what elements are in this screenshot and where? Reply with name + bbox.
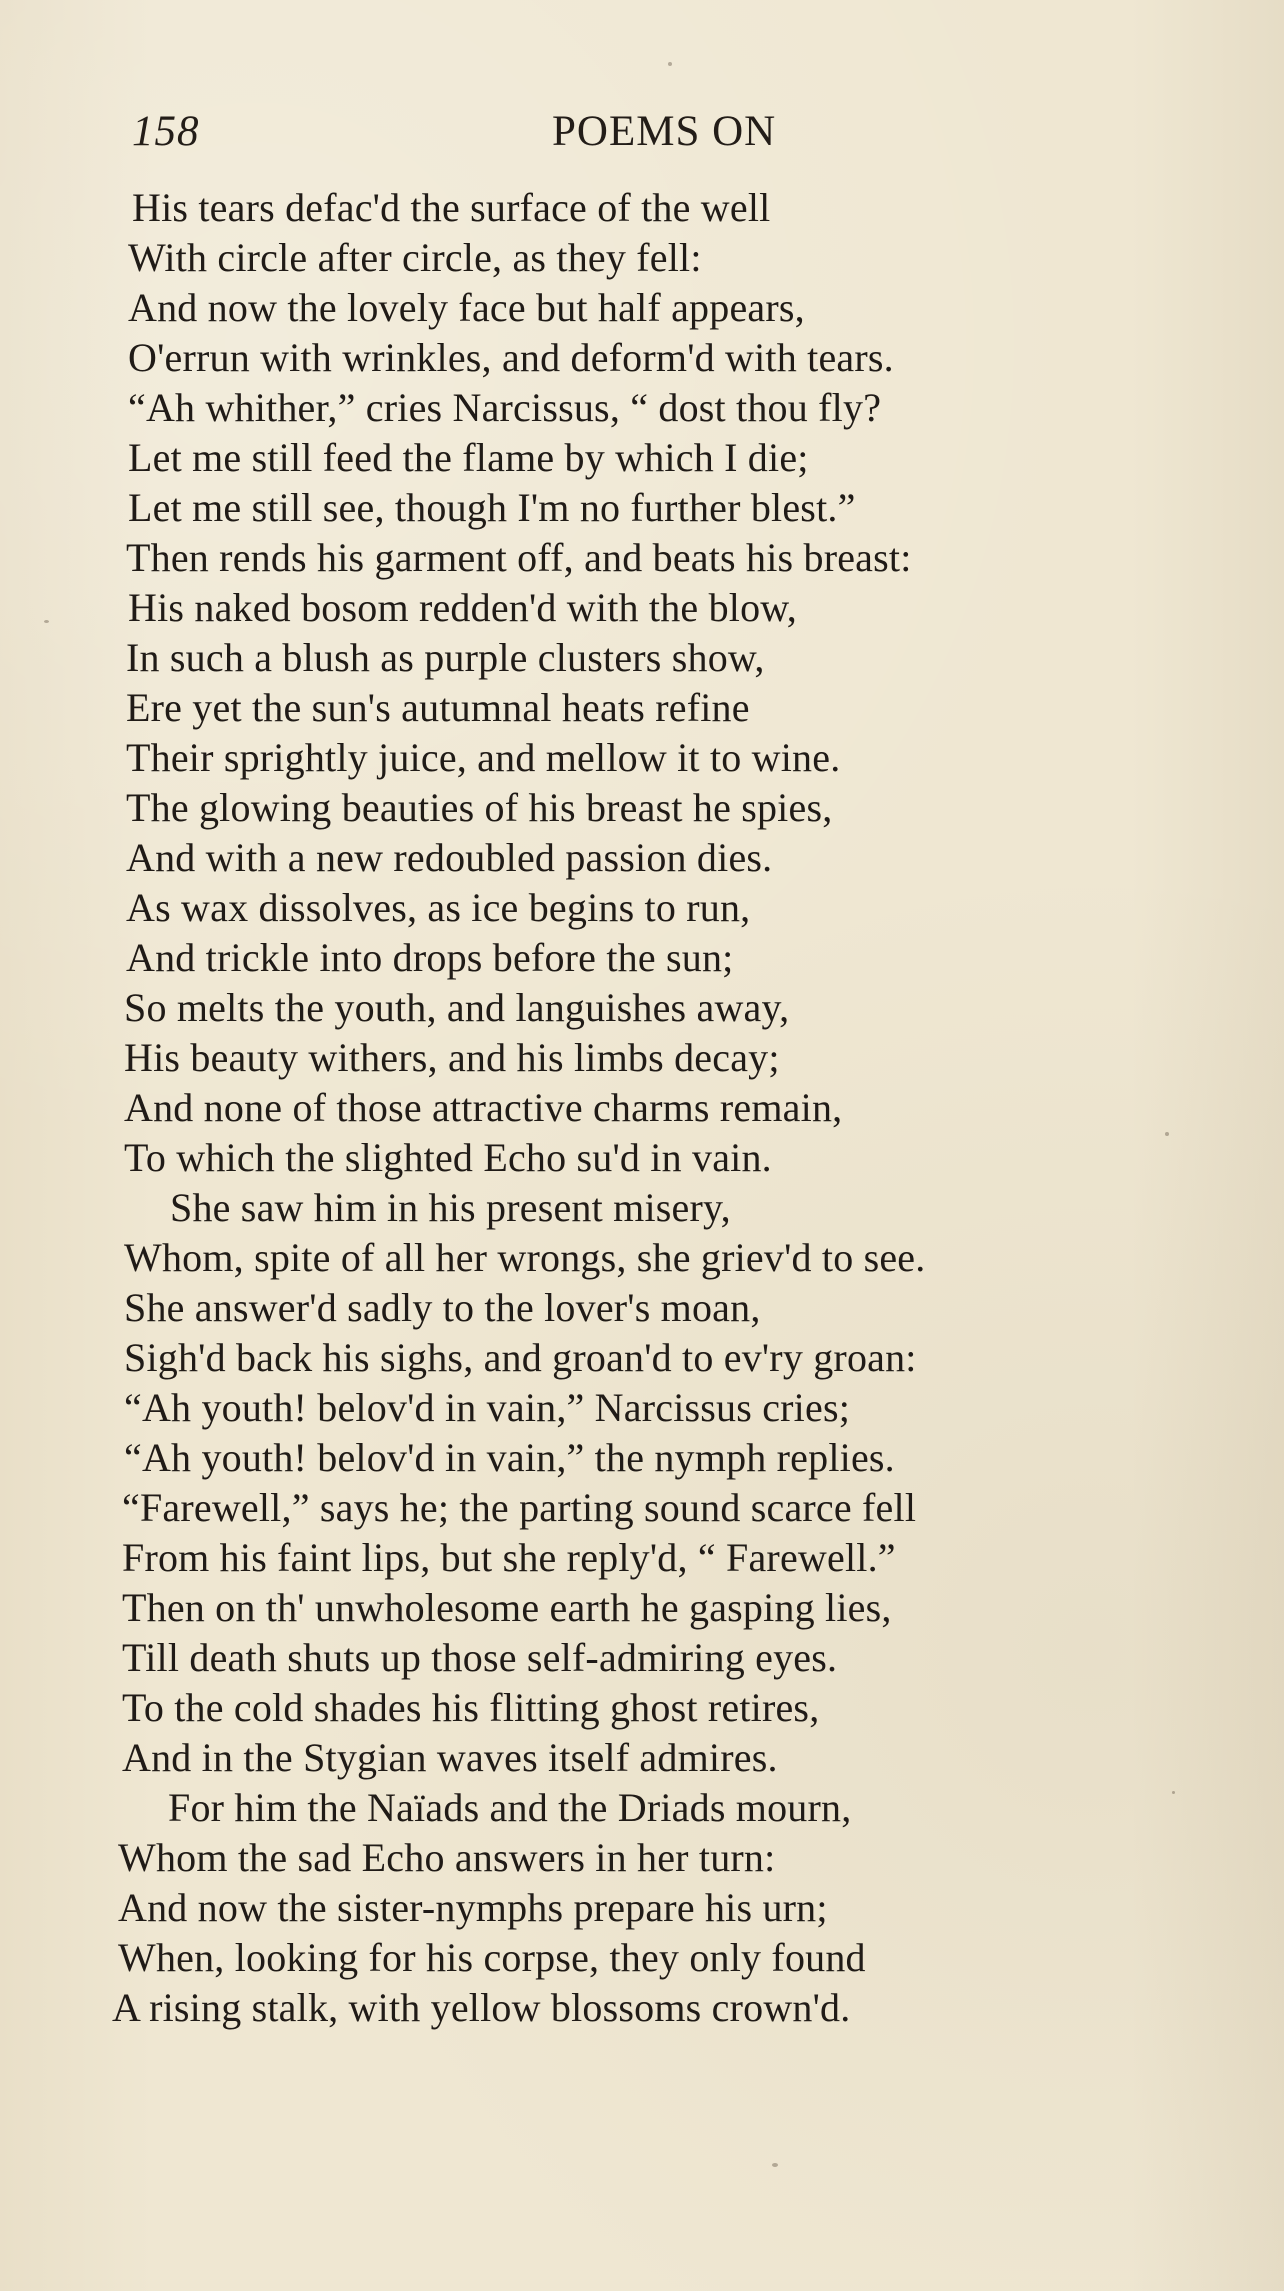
poem-line: She answer'd sadly to the lover's moan, xyxy=(124,1285,761,1330)
poem-line: Whom, spite of all her wrongs, she griev'd to see. xyxy=(124,1235,926,1280)
poem-line: Let me still feed the flame by which I die; xyxy=(128,435,809,480)
poem-line: For him the Naïads and the Driads mourn, xyxy=(168,1785,852,1830)
poem-line: A rising stalk, with yellow blossoms crown'd. xyxy=(112,1985,851,2030)
poem-line: “Ah whither,” cries Narcissus, “ dost thou fly? xyxy=(128,385,882,430)
paper-speck xyxy=(668,62,672,66)
poem-line: She saw him in his present misery, xyxy=(170,1185,731,1230)
poem-line: As wax dissolves, as ice begins to run, xyxy=(126,885,751,930)
poem-line: And with a new redoubled passion dies. xyxy=(126,835,773,880)
poem-line: To which the slighted Echo su'd in vain. xyxy=(124,1135,772,1180)
poem-line: “Ah youth! belov'd in vain,” Narcissus cries; xyxy=(124,1385,851,1430)
poem-line: Then on th' unwholesome earth he gasping lies, xyxy=(122,1585,892,1630)
poem-line: In such a blush as purple clusters show, xyxy=(126,635,765,680)
paper-speck xyxy=(1172,1791,1175,1794)
poem-line: And none of those attractive charms remain, xyxy=(124,1085,843,1130)
poem-line: Then rends his garment off, and beats his breast: xyxy=(126,535,912,580)
paper-speck xyxy=(44,620,49,623)
page-header xyxy=(0,110,1284,180)
poem-line: To the cold shades his flitting ghost retires, xyxy=(122,1685,820,1730)
poem-line: The glowing beauties of his breast he spies, xyxy=(126,785,833,830)
poem-line: When, looking for his corpse, they only found xyxy=(118,1935,866,1980)
poem-line: Let me still see, though I'm no further blest.” xyxy=(128,485,856,530)
poem-line: So melts the youth, and languishes away, xyxy=(124,985,790,1030)
poem-line: From his faint lips, but she reply'd, “ Farewell.” xyxy=(122,1535,896,1580)
paper-speck xyxy=(1165,1132,1169,1136)
paper-speck xyxy=(772,2163,778,2167)
poem-line: His beauty withers, and his limbs decay; xyxy=(124,1035,780,1080)
poem-line: Whom the sad Echo answers in her turn: xyxy=(118,1835,776,1880)
poem-line: And now the sister-nymphs prepare his urn; xyxy=(118,1885,828,1930)
poem-line: Their sprightly juice, and mellow it to wine. xyxy=(126,735,841,780)
poem-line: With circle after circle, as they fell: xyxy=(128,235,702,280)
running-head: POEMS ON xyxy=(552,108,777,155)
poem-line: Till death shuts up those self-admiring eyes. xyxy=(122,1635,838,1680)
poem-line: “Ah youth! belov'd in vain,” the nymph replies. xyxy=(124,1435,895,1480)
poem-line: And now the lovely face but half appears, xyxy=(128,285,805,330)
poem-line: And trickle into drops before the sun; xyxy=(126,935,734,980)
poem-line: His tears defac'd the surface of the well xyxy=(132,185,771,230)
poem-line: His naked bosom redden'd with the blow, xyxy=(128,585,797,630)
poem-line: “Farewell,” says he; the parting sound scarce fell xyxy=(122,1485,917,1530)
poem-line: O'errun with wrinkles, and deform'd with tears. xyxy=(128,335,894,380)
poem-line: Ere yet the sun's autumnal heats refine xyxy=(126,685,750,730)
page-number: 158 xyxy=(132,108,200,155)
poem-line: And in the Stygian waves itself admires. xyxy=(122,1735,778,1780)
poem-line: Sigh'd back his sighs, and groan'd to ev'ry groan: xyxy=(124,1335,917,1380)
